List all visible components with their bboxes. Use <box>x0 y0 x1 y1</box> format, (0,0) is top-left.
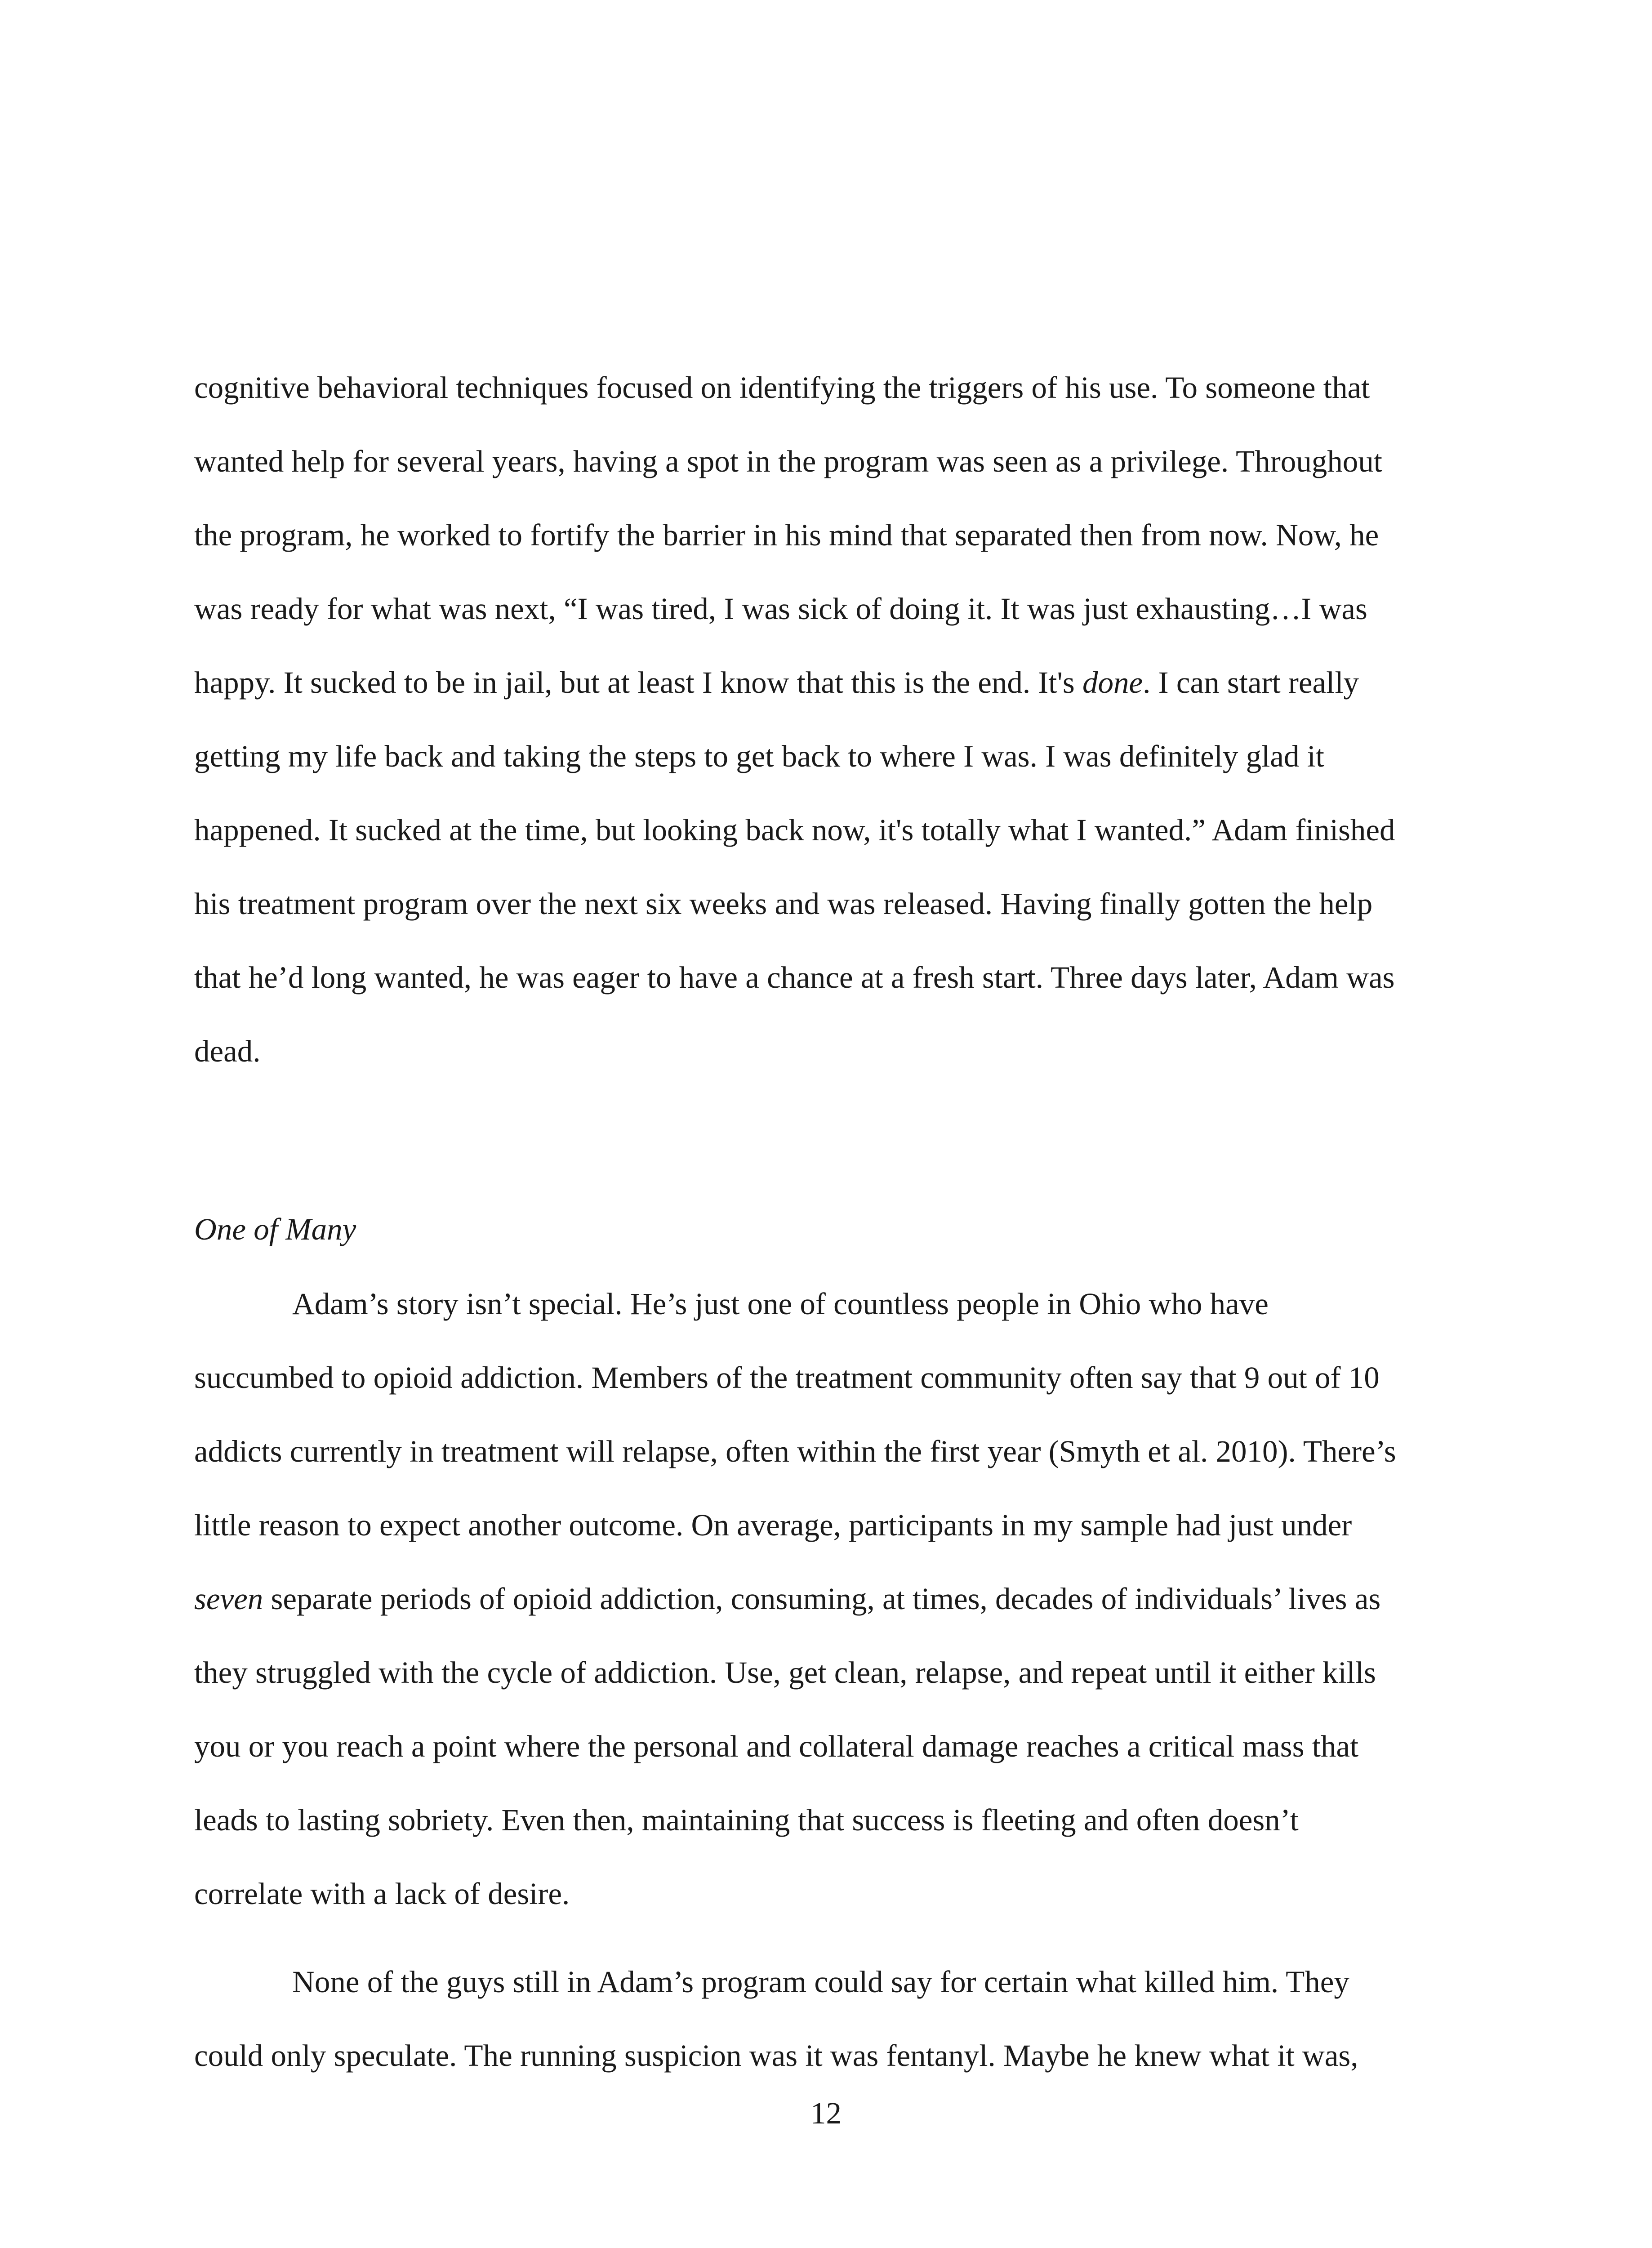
text-line <box>194 1583 1380 1615</box>
text-line: correlate with a lack of desire. <box>194 1877 570 1911</box>
text-line: cognitive behavioral techniques focused on identifying the triggers of his use. To someone that <box>194 370 1370 405</box>
text-line: little reason to expect another outcome. On average, participants in my sample had just under <box>194 1508 1352 1542</box>
italic-text: seven <box>194 1582 263 1616</box>
text-line: happened. It sucked at the time, but looking back now, it's totally what I wanted.” Adam finished <box>194 813 1395 847</box>
text-run: happy. It sucked to be in jail, but at least I know that this is the end. It's <box>194 665 1083 700</box>
text-line: leads to lasting sobriety. Even then, maintaining that success is fleeting and often doesn’t <box>194 1803 1299 1837</box>
page-number: 12 <box>810 2096 842 2130</box>
text-line: dead. <box>194 1034 261 1068</box>
text-line: that he’d long wanted, he was eager to have a chance at a fresh start. Three days later, Adam was <box>194 960 1395 995</box>
text-line: the program, he worked to fortify the barrier in his mind that separated then from now. Now, he <box>194 518 1379 552</box>
text-line: could only speculate. The running suspicion was it was fentanyl. Maybe he knew what it was, <box>194 2038 1358 2073</box>
text-line: Adam’s story isn’t special. He’s just one of countless people in Ohio who have <box>292 1287 1269 1321</box>
text-line: they struggled with the cycle of addiction. Use, get clean, relapse, and repeat until it either kills <box>194 1655 1376 1690</box>
text-line: his treatment program over the next six weeks and was released. Having finally gotten the help <box>194 887 1373 921</box>
italic-text: done <box>1082 665 1143 700</box>
text-line: was ready for what was next, “I was tired, I was sick of doing it. It was just exhausting…I was <box>194 592 1367 626</box>
text-run: . I can start really <box>1143 665 1359 700</box>
text-line: getting my life back and taking the steps to get back to where I was. I was definitely glad it <box>194 739 1324 773</box>
text-line <box>194 667 1359 698</box>
text-line: wanted help for several years, having a spot in the program was seen as a privilege. Throughout <box>194 444 1382 478</box>
text-line: None of the guys still in Adam’s program could say for certain what killed him. They <box>292 1965 1349 1999</box>
text-run: separate periods of opioid addiction, consuming, at times, decades of individuals’ lives as <box>263 1582 1381 1616</box>
text-line: succumbed to opioid addiction. Members of the treatment community often say that 9 out of 10 <box>194 1360 1380 1395</box>
section-heading: One of Many <box>194 1212 356 1246</box>
text-line: you or you reach a point where the personal and collateral damage reaches a critical mass that <box>194 1729 1359 1763</box>
text-line: addicts currently in treatment will relapse, often within the first year (Smyth et al. 2010). There’s <box>194 1434 1396 1468</box>
